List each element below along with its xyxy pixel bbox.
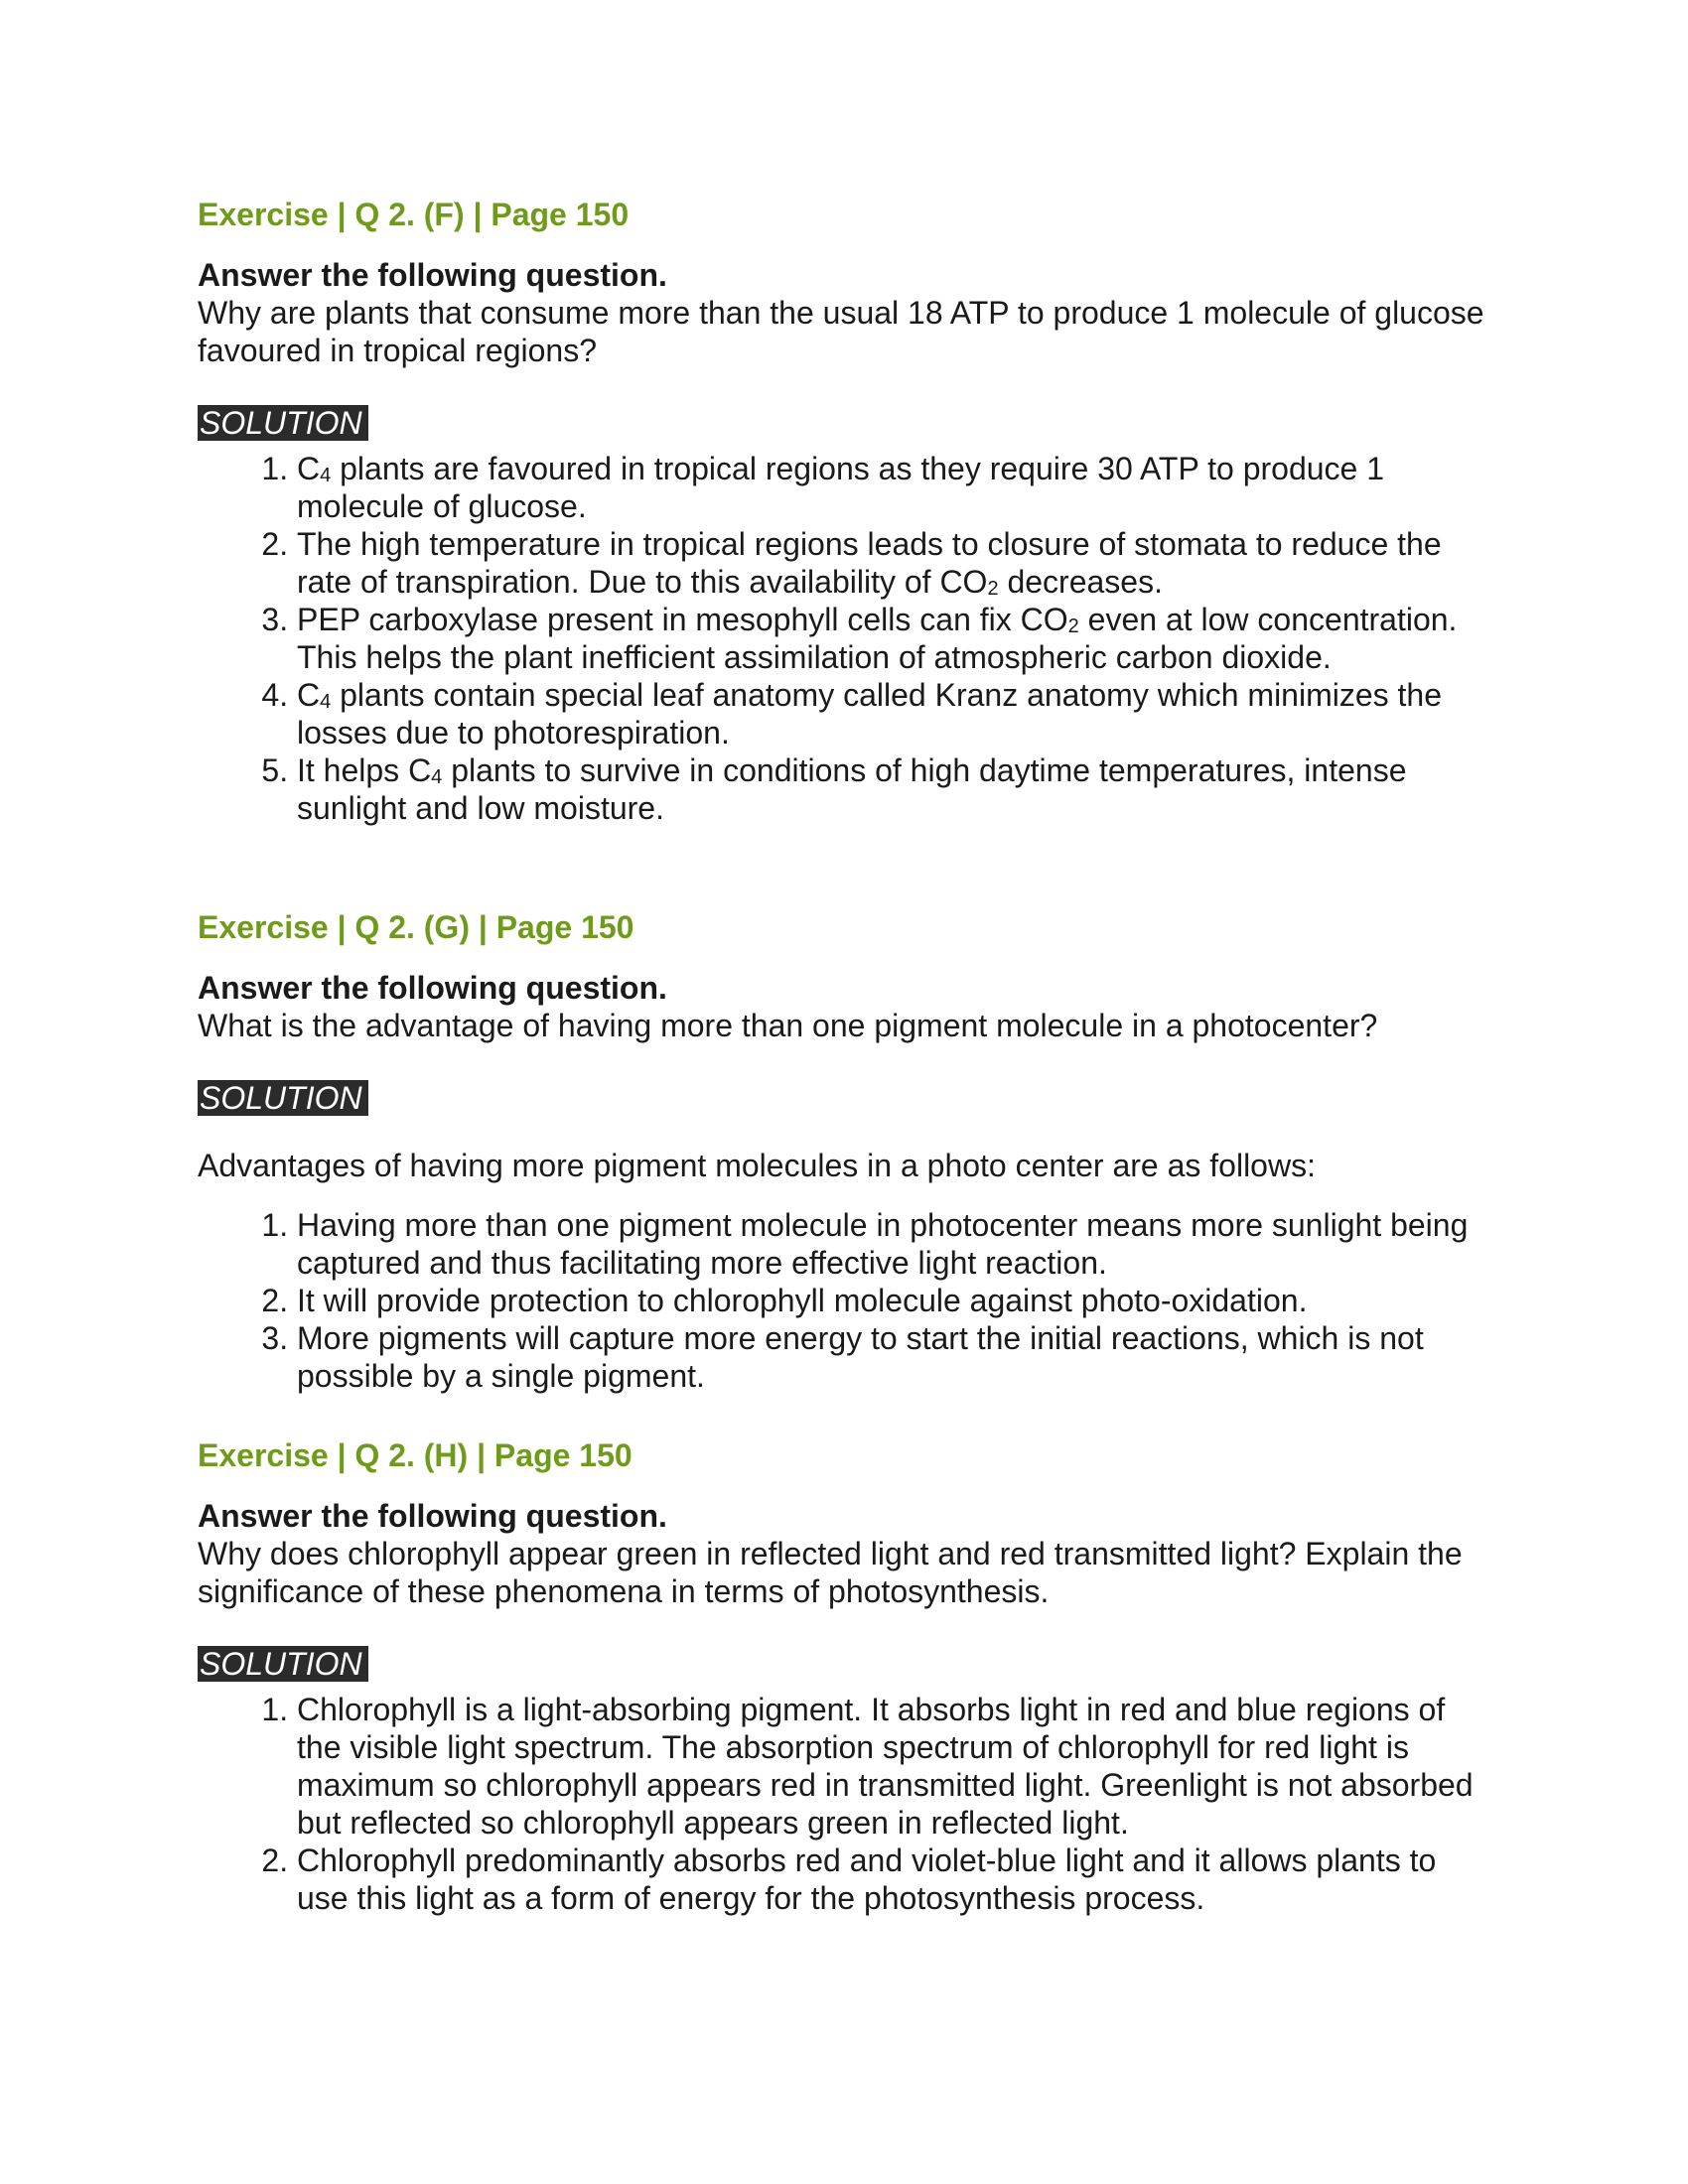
exercise-section-f: [198, 195, 1488, 827]
solution-list: [198, 1691, 1488, 1917]
solution-item: 4. $C_4$ plants contain special leaf anatomy called Kranz anatomy which minimizes the losses due to photorespiration.: [297, 676, 1488, 751]
solution-item: 1. Chlorophyll is a light-absorbing pigment. It absorbs light in red and blue regions of the visible light spectrum. The absorption spectrum of chlorophyll for red light is maximum so chlorophyll appears red in transmitted light. Greenlight is not absorbed but reflected so chlorophyll appears green in reflected light.: [297, 1691, 1488, 1842]
solution-item: 2. It will provide protection to chlorophyll molecule against photo-oxidation.: [297, 1282, 1488, 1319]
solution-item: 3. PEP carboxylase present in mesophyll cells can fix $CO_2$ even at low concentration. This helps the plant inefficient assimilation of atmospheric carbon dioxide.: [297, 601, 1488, 676]
solution-badge: SOLUTION: [198, 1080, 368, 1116]
solution-item: 3. More pigments will capture more energy to start the initial reactions, which is not possible by a single pigment.: [297, 1319, 1488, 1395]
exercise-section-h: [198, 1435, 1488, 1917]
question-prompt: Answer the following question.: [198, 970, 667, 1006]
question-text: What is the advantage of having more than one pigment molecule in a photocenter?: [198, 1008, 1378, 1043]
solution-item: 5. It helps $C_4$ plants to survive in conditions of high daytime temperatures, intense sunlight and low moisture.: [297, 751, 1488, 827]
solution-badge: SOLUTION: [198, 405, 368, 441]
exercise-heading: Exercise | Q 2. (G) | Page 150: [198, 909, 634, 945]
solution-item: 1. $C_4$ plants are favoured in tropical regions as they require 30 ATP to produce 1 molecule of glucose.: [297, 450, 1488, 525]
solution-item: 1. Having more than one pigment molecule in photocenter means more sunlight being captured and thus facilitating more effective light reaction.: [297, 1206, 1488, 1282]
solution-badge: SOLUTION: [198, 1646, 368, 1682]
question-prompt: Answer the following question.: [198, 257, 667, 293]
solution-list: [198, 450, 1488, 827]
solution-item: 2. Chlorophyll predominantly absorbs red and violet-blue light and it allows plants to use this light as a form of energy for the photosynthesis process.: [297, 1842, 1488, 1917]
question-text: Why are plants that consume more than the usual 18 ATP to produce 1 molecule of glucose favoured in tropical regions?: [198, 295, 1484, 368]
solution-intro: Advantages of having more pigment molecules in a photo center are as follows:: [198, 1148, 1316, 1183]
question-prompt: Answer the following question.: [198, 1498, 667, 1534]
exercise-heading: Exercise | Q 2. (H) | Page 150: [198, 1437, 633, 1473]
solution-list: [198, 1206, 1488, 1395]
exercise-heading: Exercise | Q 2. (F) | Page 150: [198, 197, 630, 232]
question-text: Why does chlorophyll appear green in reflected light and red transmitted light? Explain the significance of these phenomena in terms of photosynthesis.: [198, 1536, 1463, 1609]
solution-item: 2. The high temperature in tropical regions leads to closure of stomata to reduce the rate of transpiration. Due to this availability of $CO_2$ decreases.: [297, 525, 1488, 601]
exercise-section-g: [198, 907, 1488, 1395]
